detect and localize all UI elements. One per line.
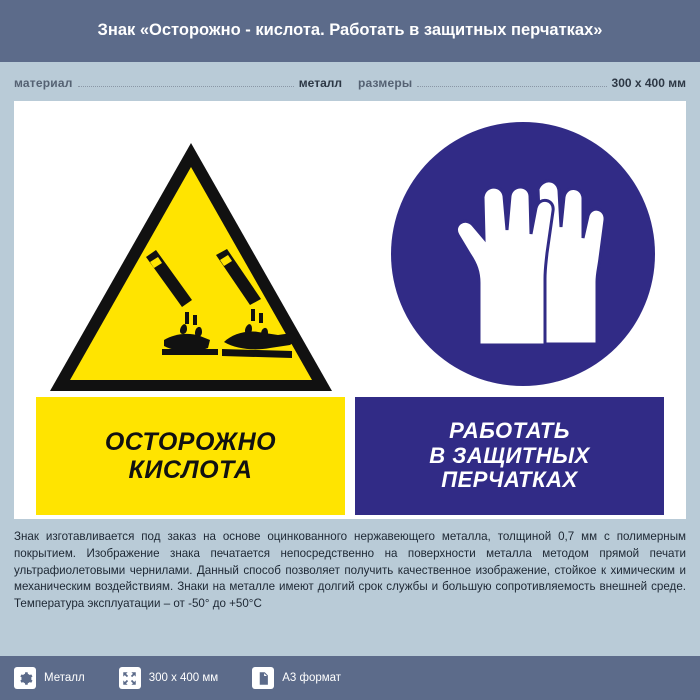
plate-mandatory-text [355, 397, 664, 515]
spec-material-value: металл [298, 76, 342, 90]
spec-material [14, 76, 342, 91]
page-title: Знак «Осторожно - кислота. Работать в защитных перчатках» [97, 21, 603, 40]
product-description: Знак изготавливается под заказ на основе оцинкованного нержавеющего металла, толщиной 0,7 мм с полимерным покрытием. Изображение знака печатается непосредственно на поверхности металла методом прямой печати ультрафиолетовыми чернилами. Данный способ позволяет получить качественное изображение, стойкое к химическим и механическим воздействиям. Знаки на металле имеют долгий срок службы и большую сопротивляемость внешней среде. Температура эксплуатации – от -50° до +50°C [14, 530, 686, 611]
protective-gloves-svg [388, 119, 658, 389]
footer-label-size: 300 x 400 мм [148, 672, 219, 684]
footer-label-format: A3 формат [282, 672, 342, 684]
footer-item-material [14, 667, 85, 689]
sign-preview-card [14, 101, 686, 519]
resize-arrows-icon [119, 667, 141, 689]
spec-size-label: размеры [358, 76, 413, 90]
corrosive-hazard-icon [46, 137, 336, 399]
sign-text-plates [36, 397, 664, 515]
page-header [0, 0, 700, 62]
page-footer [0, 656, 700, 700]
document-icon-svg [256, 671, 271, 686]
document-icon [252, 667, 274, 689]
plate-mandatory-line1: РАБОТАТЬ [449, 418, 570, 444]
plate-warning-line2: КИСЛОТА [128, 456, 253, 484]
spec-line [0, 62, 700, 101]
plate-mandatory-line2: В ЗАЩИТНЫХ [429, 442, 590, 468]
spec-size-value: 300 x 400 мм [611, 76, 686, 90]
footer-label-material: Металл [44, 672, 85, 684]
footer-item-format [252, 667, 341, 689]
spec-size [358, 76, 686, 91]
corrosive-hazard-svg [46, 137, 336, 399]
plate-warning-text [36, 397, 345, 515]
gear-icon [14, 667, 36, 689]
protective-gloves-icon [388, 119, 658, 389]
spec-material-label: материал [14, 76, 73, 90]
sign-pictograms-row [36, 119, 664, 389]
spec-size-dots [417, 86, 606, 87]
plate-warning-line1: ОСТОРОЖНО [104, 428, 277, 456]
spec-material-dots [78, 86, 294, 87]
footer-item-size [119, 667, 219, 689]
resize-arrows-icon-svg [122, 671, 137, 686]
gear-icon-svg [18, 671, 33, 686]
plate-mandatory-line3: ПЕРЧАТКАХ [441, 467, 578, 493]
